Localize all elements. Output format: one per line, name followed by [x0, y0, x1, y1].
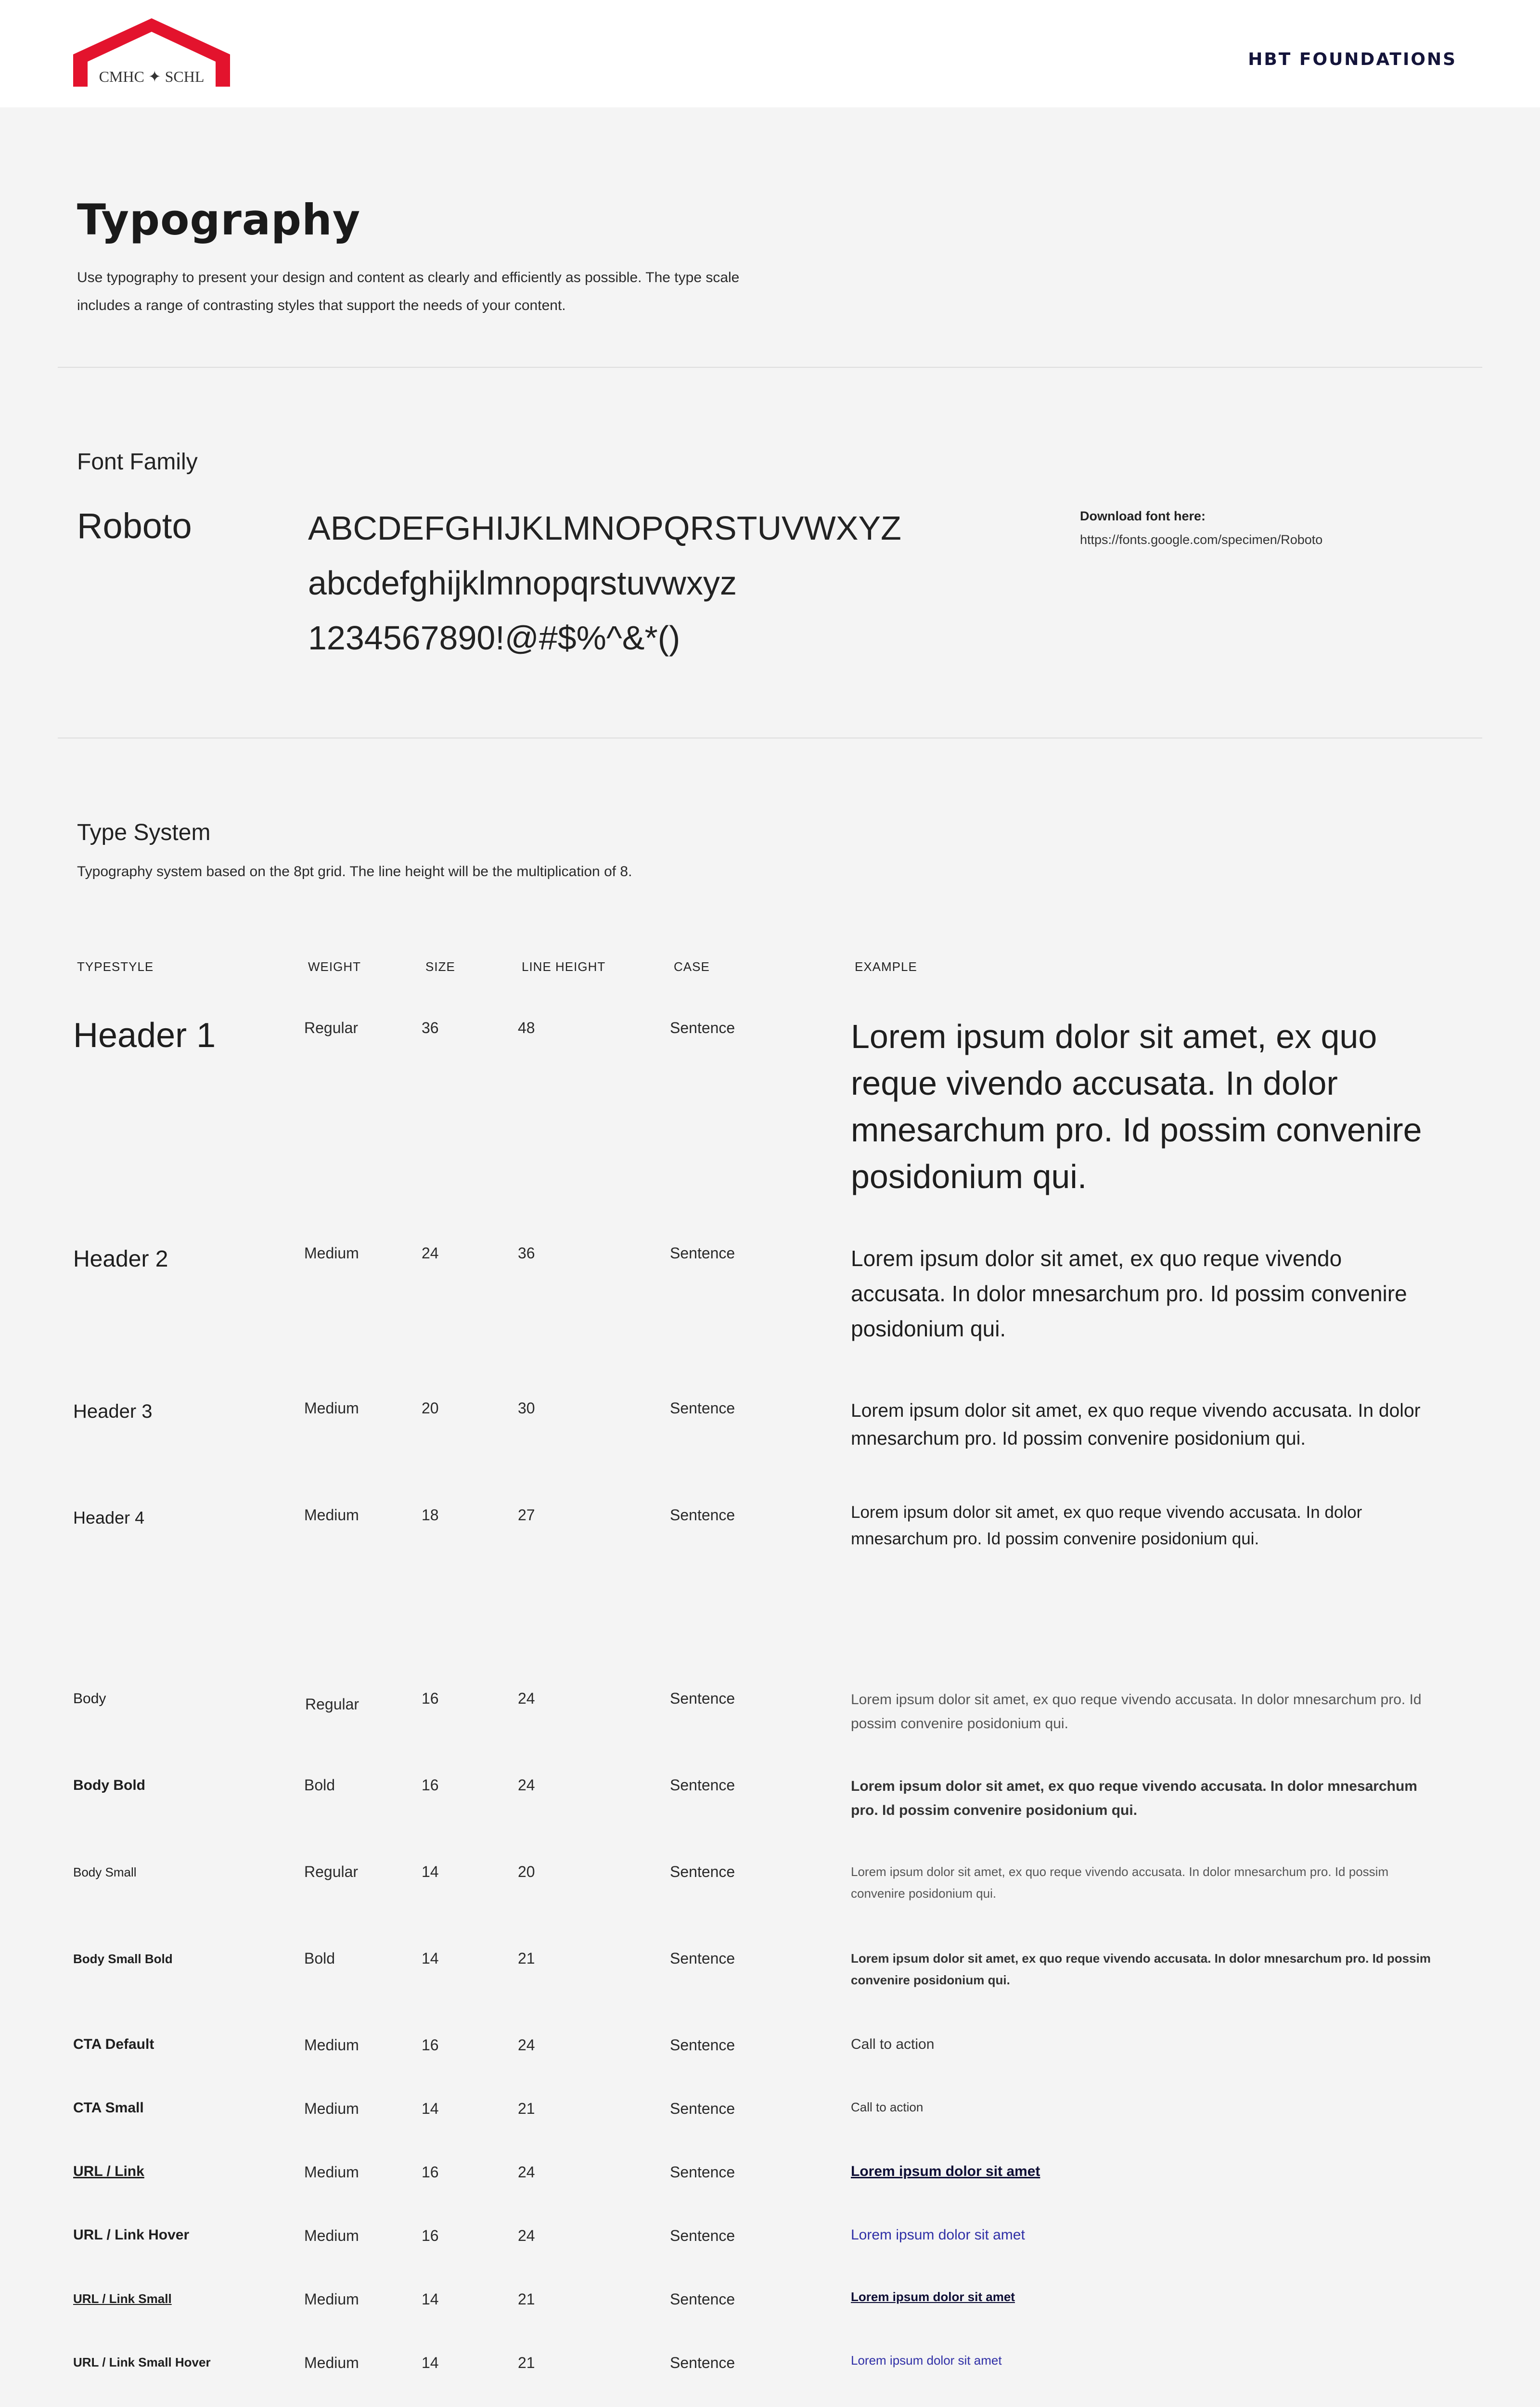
- type-system-description: Typography system based on the 8pt grid. The line height will be the multiplication of 8.: [77, 864, 632, 880]
- case-cell: Sentence: [670, 2163, 735, 2181]
- line-height-cell: 21: [518, 2354, 535, 2371]
- download-link[interactable]: https://fonts.google.com/specimen/Roboto: [1080, 532, 1323, 547]
- glyph-specimen: [308, 501, 901, 665]
- link-small-hover-example[interactable]: Lorem ipsum dolor sit amet: [851, 2353, 1002, 2368]
- weight-cell: Medium: [304, 1244, 359, 1262]
- typestyle-name: Body Bold: [73, 1777, 145, 1793]
- line-height-cell: 24: [518, 2227, 535, 2244]
- example-text: [851, 2405, 1433, 2407]
- size-cell: 16: [422, 2163, 439, 2181]
- cmhc-logo[interactable]: [73, 18, 230, 87]
- size-cell: 24: [422, 1244, 439, 1262]
- size-cell: 16: [422, 2036, 439, 2054]
- glyph-numbers: 1234567890!@#$%^&*(): [308, 619, 680, 657]
- line-height-cell: 24: [518, 2036, 535, 2054]
- size-cell: 14: [422, 2100, 439, 2117]
- case-cell: Sentence: [670, 2291, 735, 2308]
- typestyle-name: URL / Link: [73, 2163, 144, 2179]
- case-cell: Sentence: [670, 1244, 735, 1262]
- typestyle-name: CTA Default: [73, 2036, 154, 2052]
- weight-cell: Medium: [304, 2163, 359, 2181]
- example-text: Lorem ipsum dolor sit amet, ex quo reque vivendo accusata. In dolor mnesarchum pro. Id possim convenire posidonium qui.: [851, 1951, 1431, 1987]
- size-cell: 16: [422, 2227, 439, 2244]
- font-name: Roboto: [77, 506, 192, 546]
- line-height-cell: 21: [518, 2291, 535, 2308]
- case-cell: Sentence: [670, 2100, 735, 2117]
- weight-cell: Medium: [304, 2354, 359, 2371]
- size-cell: 14: [422, 1950, 439, 1967]
- typestyle-name: URL / Link Small: [73, 2291, 172, 2306]
- font-family-title: Font Family: [77, 449, 198, 475]
- weight-cell: Medium: [304, 2227, 359, 2244]
- weight-cell: Medium: [304, 2291, 359, 2308]
- case-cell: Sentence: [670, 2227, 735, 2244]
- download-label: Download font here:: [1080, 509, 1206, 523]
- cta-example[interactable]: Call to action: [851, 2100, 924, 2114]
- size-cell: 14: [422, 2354, 439, 2371]
- brand-name[interactable]: HBT FOUNDATIONS: [1248, 50, 1457, 69]
- size-cell: 20: [422, 1399, 439, 1417]
- size-cell: 14: [422, 2291, 439, 2308]
- weight-cell: Medium: [304, 1399, 359, 1417]
- column-header: TYPESTYLE: [77, 959, 154, 974]
- column-header: CASE: [674, 959, 710, 974]
- case-cell: Sentence: [670, 2354, 735, 2371]
- line-height-cell: 24: [518, 1776, 535, 1794]
- weight-cell: Regular: [304, 1019, 359, 1036]
- line-height-cell: 24: [518, 2163, 535, 2181]
- weight-cell: Bold: [304, 1776, 335, 1794]
- typestyle-name: Header 4: [73, 1508, 145, 1527]
- typestyle-name: Header 3: [73, 1401, 153, 1422]
- example-text: Lorem ipsum dolor sit amet, ex quo reque vivendo accusata. In dolor mnesarchum pro. Id possim convenire posidonium qui.: [851, 1400, 1421, 1449]
- weight-cell: Regular: [305, 1695, 359, 1713]
- case-cell: Sentence: [670, 1863, 735, 1880]
- typestyle-name: Body Small: [73, 1865, 137, 1879]
- typestyle-name: Header 1: [73, 1016, 216, 1055]
- example-text: Lorem ipsum dolor sit amet, ex quo reque vivendo accusata. In dolor mnesarchum pro. Id possim convenire posidonium qui.: [851, 1778, 1417, 1818]
- column-header: LINE HEIGHT: [522, 959, 606, 974]
- type-system-title: Type System: [77, 820, 211, 845]
- weight-cell: Bold: [304, 1950, 335, 1967]
- line-height-cell: 21: [518, 2100, 535, 2117]
- typestyle-name: Body Small Bold: [73, 1952, 173, 1966]
- typestyle-name: CTA Small: [73, 2100, 144, 2116]
- column-header: EXAMPLE: [855, 959, 917, 974]
- size-cell: 36: [422, 1019, 439, 1036]
- line-height-cell: 48: [518, 1019, 535, 1036]
- line-height-cell: 21: [518, 1950, 535, 1967]
- case-cell: Sentence: [670, 1019, 735, 1036]
- cta-example[interactable]: Call to action: [851, 2036, 935, 2052]
- case-cell: Sentence: [670, 1506, 735, 1524]
- line-height-cell: 30: [518, 1399, 535, 1417]
- page-description: Use typography to present your design and content as clearly and efficiently as possible. The type scale includes a range of contrasting styles that support the needs of your content.: [77, 270, 740, 313]
- example-text: Lorem ipsum dolor sit amet, ex quo reque vivendo accusata. In dolor mnesarchum pro. Id possim convenire posidonium qui.: [851, 1018, 1422, 1195]
- example-text: Lorem ipsum dolor sit amet, ex quo reque vivendo accusata. In dolor mnesarchum pro. Id possim convenire posidonium qui.: [851, 1692, 1422, 1732]
- divider: [58, 367, 1482, 368]
- typestyle-name: Header 2: [73, 1246, 168, 1272]
- case-cell: Sentence: [670, 1776, 735, 1794]
- top-header: [0, 0, 1540, 107]
- line-height-cell: 20: [518, 1863, 535, 1880]
- svg-text:CMHC ✦ SCHL: CMHC ✦ SCHL: [99, 68, 205, 85]
- weight-cell: Medium: [304, 1506, 359, 1524]
- typestyle-name: URL / Link Small Hover: [73, 2355, 211, 2369]
- case-cell: Sentence: [670, 2036, 735, 2054]
- link-small-example[interactable]: Lorem ipsum dolor sit amet: [851, 2290, 1015, 2304]
- example-text: Lorem ipsum dolor sit amet, ex quo reque vivendo accusata. In dolor mnesarchum pro. Id possim convenire posidonium qui.: [851, 1864, 1389, 1901]
- glyph-uppercase: ABCDEFGHIJKLMNOPQRSTUVWXYZ: [308, 509, 901, 547]
- column-header: SIZE: [425, 959, 455, 974]
- line-height-cell: 36: [518, 1244, 535, 1262]
- weight-cell: Medium: [304, 2100, 359, 2117]
- size-cell: 14: [422, 1863, 439, 1880]
- size-cell: 16: [422, 1690, 439, 1707]
- size-cell: 16: [422, 1776, 439, 1794]
- typestyle-name: URL / Link Hover: [73, 2227, 190, 2243]
- weight-cell: Medium: [304, 2036, 359, 2054]
- typestyle-name: Body: [73, 1691, 106, 1707]
- link-hover-example[interactable]: Lorem ipsum dolor sit amet: [851, 2227, 1025, 2243]
- case-cell: Sentence: [670, 1399, 735, 1417]
- glyph-lowercase: abcdefghijklmnopqrstuvwxyz: [308, 564, 737, 602]
- case-cell: Sentence: [670, 1690, 735, 1707]
- page-title: Typography: [77, 195, 361, 245]
- example-text: Lorem ipsum dolor sit amet, ex quo reque vivendo accusata. In dolor mnesarchum pro. Id possim convenire posidonium qui.: [851, 1503, 1362, 1548]
- size-cell: 18: [422, 1506, 439, 1524]
- case-cell: Sentence: [670, 1950, 735, 1967]
- line-height-cell: 27: [518, 1506, 535, 1524]
- line-height-cell: 24: [518, 1690, 535, 1707]
- example-text: Lorem ipsum dolor sit amet, ex quo reque vivendo accusata. In dolor mnesarchum pro. Id possim convenire posidonium qui.: [851, 1246, 1407, 1341]
- column-header: WEIGHT: [308, 959, 361, 974]
- weight-cell: Regular: [304, 1863, 359, 1880]
- link-example[interactable]: Lorem ipsum dolor sit amet: [851, 2163, 1040, 2179]
